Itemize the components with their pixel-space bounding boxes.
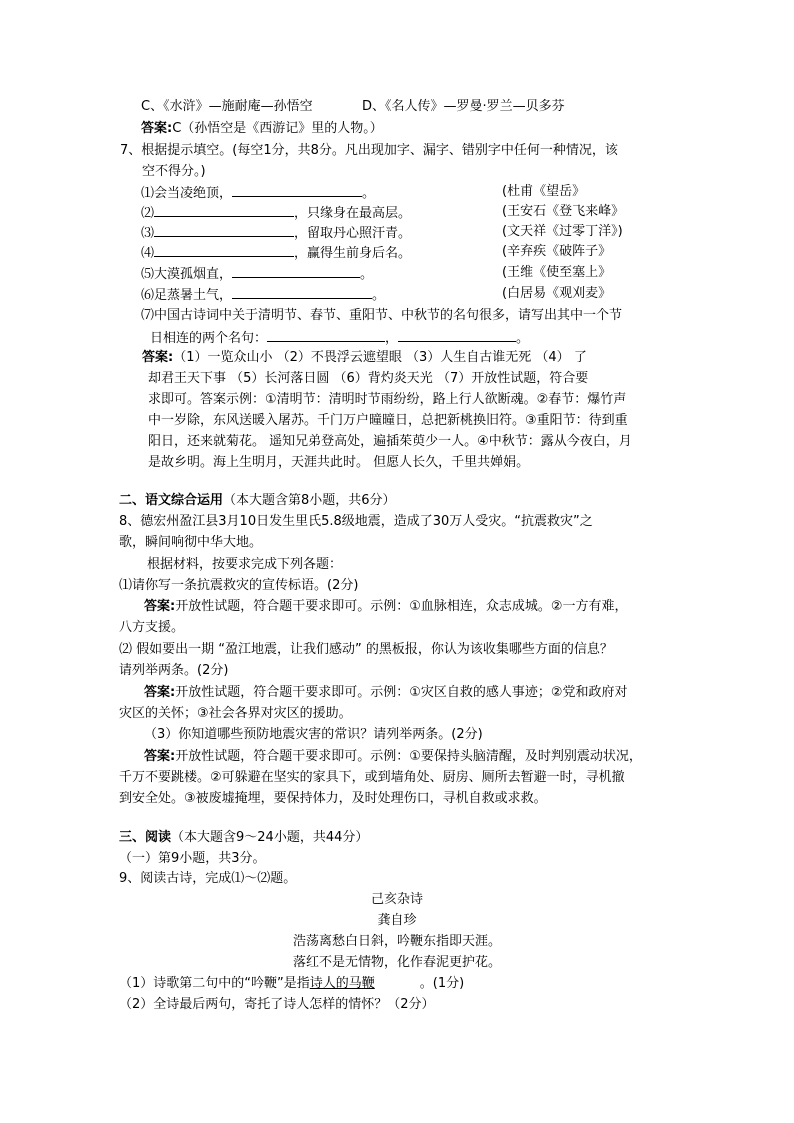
section3-heading: 三、阅读（本大题含9～24小题，共44分） <box>119 830 369 845</box>
q8-sub3-question: （3）你知道哪些预防地震灾害的常识？请列举两条。(2分) <box>144 727 483 742</box>
fill-blank <box>267 327 385 342</box>
q8-sub3-answer-line3: 到安全处。③被废墟掩埋，要保持体力，及时处理伤口，寻机自救或求救。 <box>119 791 547 806</box>
fill-blank <box>232 284 372 299</box>
q7-item-5: ⑸大漠孤烟直， 。 <box>141 263 373 283</box>
section2-heading: 二、语文综合运用（本大题含第8小题，共6分） <box>119 493 396 508</box>
q7-answer-line5: 阳日，还来就菊花。 遥知兄弟登高处，遍插茱萸少一人。④中秋节：露从今夜白，月 <box>148 434 632 449</box>
q8-line2: 歌，瞬间响彻中华大地。 <box>119 535 263 550</box>
q7-item-6: ⑹足蒸暑土气， 。 <box>141 284 385 304</box>
fill-blank <box>154 222 294 237</box>
fill-blank <box>154 242 294 257</box>
q8-sub2-answer-line2: 灾区的关怀；③社会各界对灾区的援助。 <box>119 706 352 721</box>
q7-item-3: ⑶ ，留取丹心照汗青。 <box>141 222 411 242</box>
q6-option-d: D、《名人传》—罗曼·罗兰—贝多芬 <box>362 99 565 114</box>
q7-source-1: (杜甫《望岳》 <box>502 184 586 199</box>
q6-option-c: C、《水浒》—施耐庵—孙悟空 <box>141 99 313 114</box>
q8-sub3-answer-line1: 答案:开放性试题，符合题干要求即可。示例：①要保持头脑清醒，及时判别震动状况， <box>144 749 642 764</box>
q7-stem-line2: 空不得分。) <box>142 164 206 179</box>
q7-item-4: ⑷ ，赢得生前身后名。 <box>141 242 411 262</box>
q9-sub1: （1）诗歌第二句中的“吟鞭”是指诗人的马鞭 。(1分) <box>119 974 464 994</box>
q7-stem-line1: 7、根据提示填空。(每空1分，共8分。凡出现加字、漏字、错别字中任何一种情况，该 <box>120 143 618 158</box>
q7-source-4: (辛弃疾《破阵子》 <box>502 244 612 259</box>
q7-item-2: ⑵ ，只缘身在最高层。 <box>141 202 411 222</box>
fill-blank <box>232 182 362 197</box>
q7-source-6: (白居易《观刈麦》 <box>502 286 612 301</box>
answer-label: 答案: <box>144 685 176 700</box>
q8-sub2-question-line2: 请列举两条。(2分) <box>119 663 229 678</box>
q8-sub3-answer-line2: 千万不要跳楼。②可躲避在坚实的家具下，或到墙角处、厨房、厕所去暂避一时，寻机撤 <box>119 770 625 785</box>
q8-sub1-answer-line1: 答案:开放性试题，符合题干要求即可。示例：①血脉相连，众志成城。②一方有难， <box>144 599 628 614</box>
fill-blank <box>154 202 294 217</box>
q7-answer-line2: 却君王天下事 （5）长河落日圆 （6）背灼炎天光 （7）开放性试题，符合要 <box>148 371 589 386</box>
q7-answer-line1: 答案:（1）一览众山小 （2）不畏浮云遮望眼 （3）人生自古谁无死 （4） 了 <box>142 350 587 365</box>
q9-stem: 9、阅读古诗，完成⑴～⑵题。 <box>119 871 297 886</box>
q8-line1: 8、德宏州盈江县3月10日发生里氏5.8级地震，造成了30万人受灾。“抗震救灾”之 <box>119 514 593 529</box>
q7-source-5: (王维《使至塞上》 <box>502 265 612 280</box>
fill-blank <box>232 263 360 278</box>
q7-answer-line3: 求即可。答案示例：①清明节：清明时节雨纷纷，路上行人欲断魂。②春节：爆竹声 <box>148 392 627 407</box>
q8-sub1-question: ⑴请你写一条抗震救灾的宣传标语。(2分) <box>119 578 359 593</box>
answer-label: 答案: <box>141 121 173 136</box>
q7-source-2: (王安石《登飞来峰》 <box>502 204 625 219</box>
q8-sub2-question-line1: ⑵ 假如要出一期 “盈江地震，让我们感动” 的黑板报，你认为该收集哪些方面的信息？ <box>119 642 613 657</box>
answer-label: 答案: <box>142 350 174 365</box>
poem-line-2: 落红不是无情物，化作春泥更护花。 <box>292 955 501 970</box>
q7-answer-line6: 是故乡明。海上生明月，天涯共此时。 但愿人长久，千里共婵娟。 <box>148 455 530 470</box>
q7-answer-line4: 中一岁除，东风送暖入屠苏。千门万户曈曈日，总把新桃换旧符。③重阳节：待到重 <box>148 413 628 428</box>
q7-item-1: ⑴会当凌绝顶， 。 <box>141 182 375 202</box>
q8-instruction: 根据材料，按要求完成下列各题： <box>147 557 343 572</box>
poem-author: 龚自珍 <box>377 913 417 928</box>
answer-text: C（孙悟空是《西游记》里的人物。） <box>172 121 383 136</box>
poem-line-1: 浩荡离愁白日斜，吟鞭东指即天涯。 <box>292 934 501 949</box>
answer-label: 答案: <box>144 599 176 614</box>
q8-sub2-answer-line1: 答案:开放性试题，符合题干要求即可。示例：①灾区自救的感人事迹；②党和政府对 <box>144 685 628 700</box>
poem-title: 己亥杂诗 <box>370 892 423 907</box>
q7-source-3: (文天祥《过零丁洋》) <box>502 224 623 239</box>
q8-sub1-answer-line2: 八方支援。 <box>119 620 185 635</box>
q7-item-7-line1: ⑺中国古诗词中关于清明节、春节、重阳节、中秋节的名句很多，请写出其中一个节 <box>141 308 623 323</box>
fill-blank <box>398 327 516 342</box>
q7-item-7-line2: 日相连的两个名句： ， 。 <box>150 327 529 347</box>
q9-sub1-answer: 诗人的马鞭 <box>309 976 375 991</box>
q6-answer <box>141 119 383 139</box>
section3-part1: （一）第9小题，共3分。 <box>119 851 266 866</box>
q9-sub2: （2）全诗最后两句，寄托了诗人怎样的情怀？（2分） <box>119 997 435 1012</box>
answer-label: 答案: <box>144 749 176 764</box>
